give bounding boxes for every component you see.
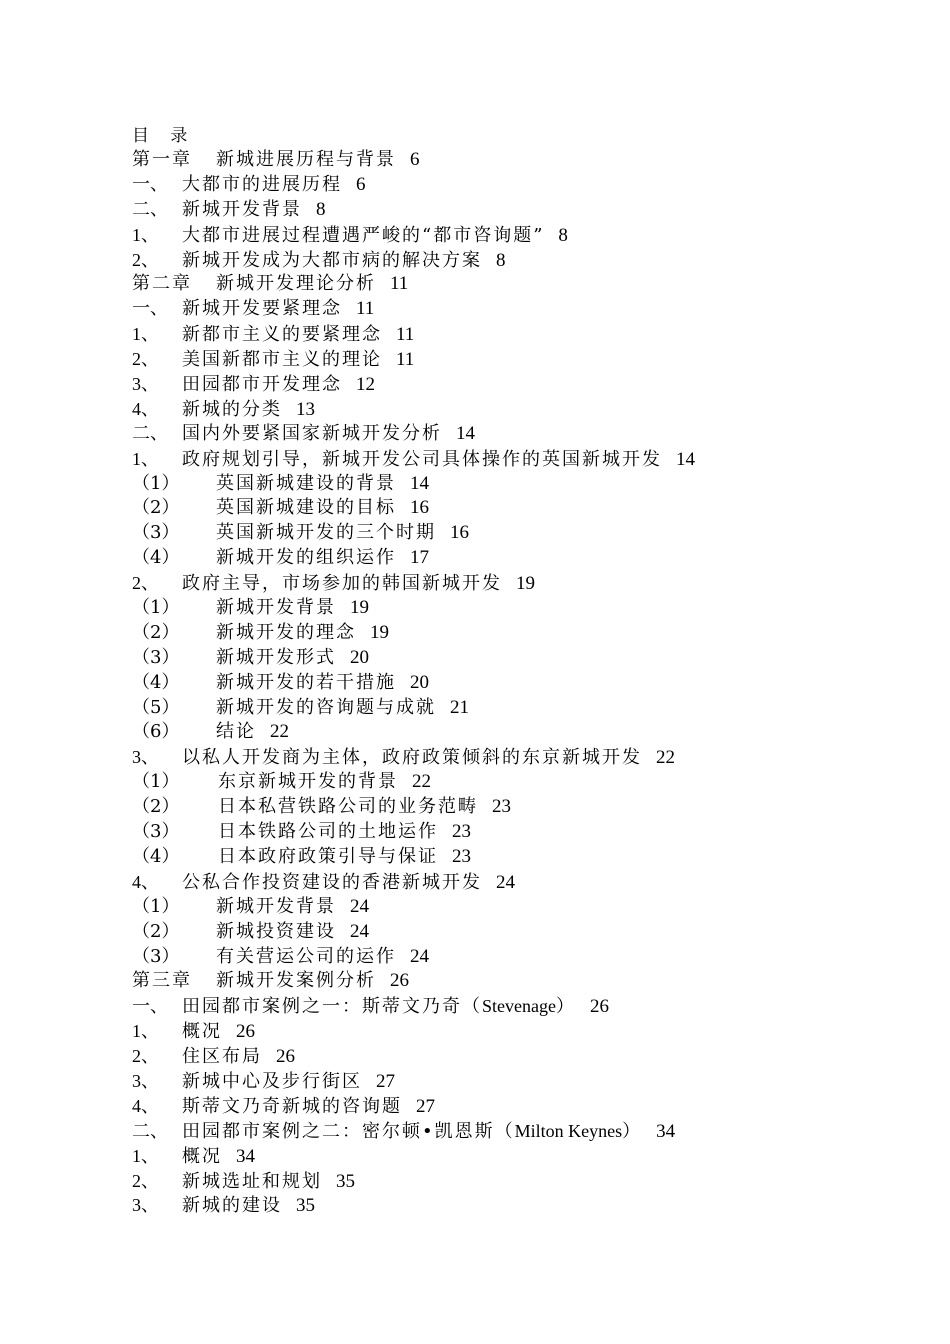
toc-entry-number: （3） xyxy=(132,945,180,967)
toc-entry-page-number: 19 xyxy=(370,621,389,643)
toc-entry-page-number: 6 xyxy=(356,173,366,195)
toc-entry-title: 新城开发背景 xyxy=(216,895,336,917)
toc-entry-number: 1、 xyxy=(132,1021,159,1042)
toc-entry-text xyxy=(182,373,342,398)
toc-entry[interactable] xyxy=(132,895,695,920)
toc-list xyxy=(132,148,695,1218)
toc-entry-number: 一、 xyxy=(132,173,168,195)
toc-entry-number: 4、 xyxy=(132,1095,159,1116)
toc-entry-text xyxy=(216,895,336,920)
toc-entry-page-number: 27 xyxy=(376,1070,395,1092)
toc-entry[interactable] xyxy=(132,720,695,745)
toc-entry-title: 概况 xyxy=(182,1145,222,1167)
toc-entry-title: 有关营运公司的运作 xyxy=(216,945,396,967)
toc-entry-page-number: 27 xyxy=(416,1095,435,1117)
toc-entry-number: 2、 xyxy=(132,1046,159,1067)
toc-entry[interactable] xyxy=(132,297,695,322)
toc-entry-number: 一、 xyxy=(132,996,168,1018)
toc-entry[interactable] xyxy=(132,546,695,571)
toc-entry-title: 美国新都市主义的理论 xyxy=(182,349,382,371)
toc-entry-title: 田园都市开发理念 xyxy=(182,374,342,396)
toc-entry[interactable] xyxy=(132,945,695,970)
toc-entry-text xyxy=(216,945,396,970)
toc-entry-number: 1、 xyxy=(132,324,159,345)
toc-entry-text xyxy=(216,496,396,521)
toc-entry-page-number: 14 xyxy=(676,448,695,470)
toc-entry[interactable] xyxy=(132,148,695,173)
toc-entry-title-tail: ） xyxy=(622,1120,643,1142)
toc-entry-number: 3、 xyxy=(132,1070,159,1091)
toc-entry-text xyxy=(216,472,396,497)
toc-entry-title: 政府规划引导，新城开发公司具体操作的英国新城开发 xyxy=(182,448,662,470)
toc-entry-page-number: 24 xyxy=(496,871,515,893)
toc-entry-text xyxy=(182,398,282,423)
toc-entry-number: 一、 xyxy=(132,298,168,320)
toc-entry[interactable] xyxy=(132,994,695,1019)
toc-entry[interactable] xyxy=(132,745,695,770)
toc-entry[interactable] xyxy=(132,571,695,596)
toc-entry-page-number: 35 xyxy=(336,1170,355,1192)
toc-entry[interactable] xyxy=(132,198,695,223)
toc-entry-text xyxy=(182,1020,222,1045)
toc-entry-title: 新城开发形式 xyxy=(216,646,336,668)
toc-entry-page-number: 19 xyxy=(350,597,369,619)
toc-entry-page-number: 8 xyxy=(496,249,506,271)
toc-entry-title: 结论 xyxy=(216,721,256,743)
toc-entry-number: （4） xyxy=(132,845,180,867)
toc-entry-page-number: 24 xyxy=(410,945,429,967)
toc-entry-text xyxy=(182,323,382,348)
toc-entry-number: 1、 xyxy=(132,1145,159,1166)
toc-entry-title: 新城开发的理念 xyxy=(216,621,356,643)
toc-entry-latin-name: Stevenage xyxy=(482,996,556,1017)
toc-entry-page-number: 12 xyxy=(356,374,375,396)
toc-entry-text xyxy=(216,621,356,646)
toc-entry[interactable] xyxy=(132,496,695,521)
toc-entry-page-number: 16 xyxy=(410,497,429,519)
toc-entry[interactable] xyxy=(132,1119,695,1144)
toc-entry-page-number: 35 xyxy=(296,1195,315,1217)
toc-entry-text xyxy=(182,1095,402,1120)
toc-entry-text xyxy=(216,596,336,621)
toc-entry-number: （1） xyxy=(132,895,180,917)
toc-entry[interactable] xyxy=(132,422,695,447)
toc-entry-title: 日本政府政策引导与保证 xyxy=(218,845,438,867)
toc-entry[interactable] xyxy=(132,1094,695,1119)
toc-entry-page-number: 11 xyxy=(356,298,375,320)
toc-entry-page-number: 23 xyxy=(452,821,471,843)
toc-entry[interactable] xyxy=(132,521,695,546)
toc-entry[interactable] xyxy=(132,920,695,945)
toc-entry-title: 政府主导，市场参加的韩国新城开发 xyxy=(182,573,502,595)
toc-entry-title: 新城开发的若干措施 xyxy=(216,671,396,693)
toc-entry-title: 新城的建设 xyxy=(182,1195,282,1217)
toc-entry-page-number: 26 xyxy=(589,996,609,1018)
toc-entry-text xyxy=(182,572,502,597)
toc-entry-title: 大都市进展过程遭遇严峻的“都市咨询题” xyxy=(182,224,545,246)
toc-entry-title: 英国新城开发的三个时期 xyxy=(216,522,436,544)
toc-entry-text xyxy=(182,348,382,373)
toc-entry-number: 第二章 xyxy=(132,273,192,295)
toc-entry-page-number: 24 xyxy=(350,920,369,942)
toc-entry-title: 新城开发案例分析 xyxy=(216,970,376,992)
toc-entry-text xyxy=(218,770,398,795)
toc-entry-text xyxy=(216,720,256,745)
toc-entry-text xyxy=(182,1194,282,1219)
toc-entry-text xyxy=(182,994,576,1020)
toc-entry[interactable] xyxy=(132,272,695,297)
toc-entry-text xyxy=(182,422,442,447)
toc-entry[interactable] xyxy=(132,173,695,198)
toc-entry-page-number: 22 xyxy=(656,747,675,769)
toc-entry[interactable] xyxy=(132,671,695,696)
toc-entry[interactable] xyxy=(132,770,695,795)
toc-entry-page-number: 34 xyxy=(236,1145,255,1167)
toc-entry-page-number: 26 xyxy=(276,1046,295,1068)
toc-entry-page-number: 34 xyxy=(656,1120,676,1142)
toc-entry[interactable] xyxy=(132,1069,695,1094)
toc-entry-title: 新城中心及步行街区 xyxy=(182,1070,362,1092)
toc-entry-title: 新城投资建设 xyxy=(216,920,336,942)
toc-entry[interactable] xyxy=(132,1169,695,1194)
toc-entry-title: 新城开发成为大都市病的解决方案 xyxy=(182,249,482,271)
toc-entry-number: 2、 xyxy=(132,573,159,594)
toc-entry[interactable] xyxy=(132,248,695,273)
toc-entry-number: （2） xyxy=(132,920,180,942)
toc-entry[interactable] xyxy=(132,795,695,820)
toc-entry-title: 国内外要紧国家新城开发分析 xyxy=(182,422,442,444)
toc-entry-number: （2） xyxy=(132,796,180,818)
toc-entry-text xyxy=(182,1070,362,1095)
toc-entry-text xyxy=(218,820,438,845)
toc-entry-text xyxy=(182,198,302,223)
toc-entry-title: 新城开发背景 xyxy=(216,597,336,619)
toc-entry-number: 第一章 xyxy=(132,149,192,170)
toc-entry-page-number: 14 xyxy=(456,422,475,444)
toc-entry[interactable] xyxy=(132,820,695,845)
toc-entry-text xyxy=(182,746,642,771)
toc-entry-title-tail: ） xyxy=(555,996,576,1018)
toc-entry-page-number: 14 xyxy=(410,472,429,494)
toc-entry[interactable] xyxy=(132,1193,695,1218)
toc-entry-page-number: 26 xyxy=(390,970,409,992)
toc-entry[interactable] xyxy=(132,322,695,347)
toc-entry-latin-name: Milton Keynes xyxy=(514,1120,623,1141)
toc-entry-title: 新城的分类 xyxy=(182,398,282,420)
toc-entry-text xyxy=(216,920,336,945)
toc-entry-title: 新城开发的组织运作 xyxy=(216,547,396,569)
toc-entry-text xyxy=(218,795,478,820)
toc-entry[interactable] xyxy=(132,696,695,721)
toc-entry[interactable] xyxy=(132,646,695,671)
toc-entry-number: 2、 xyxy=(132,249,159,270)
toc-entry-number: 二、 xyxy=(132,1120,168,1142)
toc-entry-page-number: 11 xyxy=(390,273,409,295)
toc-entry-page-number: 23 xyxy=(452,845,471,867)
toc-entry-page-number: 24 xyxy=(350,895,369,917)
toc-entry-number: 3、 xyxy=(132,1195,159,1216)
toc-entry-title: 新城开发理论分析 xyxy=(216,273,376,295)
toc-entry-title: 日本铁路公司的土地运作 xyxy=(218,821,438,843)
toc-entry-page-number: 20 xyxy=(410,671,429,693)
toc-entry[interactable] xyxy=(132,621,695,646)
toc-entry-page-number: 17 xyxy=(410,547,429,569)
toc-entry-page-number: 22 xyxy=(270,721,289,743)
toc-entry-number: （1） xyxy=(132,597,180,619)
toc-entry-text xyxy=(216,148,396,173)
toc-entry[interactable] xyxy=(132,870,695,895)
toc-entry-text xyxy=(216,969,376,994)
toc-entry[interactable] xyxy=(132,1044,695,1069)
toc-entry-title: 新城进展历程与背景 xyxy=(216,149,396,170)
toc-entry-number: （3） xyxy=(132,646,180,668)
toc-entry[interactable] xyxy=(132,372,695,397)
toc-entry-text xyxy=(216,546,396,571)
toc-entry-page-number: 20 xyxy=(350,646,369,668)
toc-entry-number: （4） xyxy=(132,547,180,569)
toc-entry-title: 公私合作投资建设的香港新城开发 xyxy=(182,871,482,893)
toc-entry-title: 新城开发的咨询题与成就 xyxy=(216,696,436,718)
toc-entry-text xyxy=(182,173,342,198)
toc-entry-text xyxy=(182,1170,322,1195)
toc-entry-number: 4、 xyxy=(132,398,159,419)
toc-entry-number: （2） xyxy=(132,621,180,643)
toc-entry-page-number: 22 xyxy=(412,771,431,793)
toc-entry-text xyxy=(182,1145,222,1170)
toc-entry-title: 东京新城开发的背景 xyxy=(218,771,398,793)
toc-entry-number: （5） xyxy=(132,696,180,718)
toc-entry-number: （2） xyxy=(132,497,180,519)
toc-entry-page-number: 16 xyxy=(450,522,469,544)
toc-entry-page-number: 6 xyxy=(410,149,420,170)
toc-entry-number: 4、 xyxy=(132,871,159,892)
toc-entry[interactable] xyxy=(132,596,695,621)
toc-entry-number: 第三章 xyxy=(132,970,192,992)
toc-entry-title: 英国新城建设的背景 xyxy=(216,472,396,494)
toc-entry-number: 1、 xyxy=(132,224,159,245)
toc-entry-number: 1、 xyxy=(132,448,159,469)
toc-entry-page-number: 11 xyxy=(396,349,415,371)
toc-entry-text xyxy=(182,871,482,896)
toc-title: 目 录 xyxy=(132,126,196,146)
toc-entry[interactable] xyxy=(132,472,695,497)
toc-entry-text xyxy=(182,1119,642,1145)
toc-entry-text xyxy=(182,249,482,274)
toc-entry-text xyxy=(218,845,438,870)
toc-entry-title: 新城选址和规划 xyxy=(182,1170,322,1192)
toc-entry-text xyxy=(216,646,336,671)
toc-entry-title: 新都市主义的要紧理念 xyxy=(182,324,382,346)
toc-entry[interactable] xyxy=(132,1019,695,1044)
toc-entry-number: （1） xyxy=(132,472,180,494)
toc-entry-text xyxy=(216,696,436,721)
toc-entry-title: 田园都市案例之二：密尔顿•凯恩斯（ xyxy=(182,1120,515,1142)
toc-entry[interactable] xyxy=(132,447,695,472)
toc-entry-number: （3） xyxy=(132,522,180,544)
toc-entry-page-number: 11 xyxy=(396,324,415,346)
toc-entry-page-number: 19 xyxy=(516,573,535,595)
toc-entry-page-number: 13 xyxy=(296,398,315,420)
toc-entry-page-number: 26 xyxy=(236,1021,255,1043)
toc-entry-title: 斯蒂文乃奇新城的咨询题 xyxy=(182,1095,402,1117)
toc-entry-number: （4） xyxy=(132,671,180,693)
toc-entry-title: 田园都市案例之一：斯蒂文乃奇（ xyxy=(182,996,482,1018)
toc-entry-title: 新城开发要紧理念 xyxy=(182,298,342,320)
toc-entry-text xyxy=(182,297,342,322)
toc-entry-text xyxy=(182,224,544,249)
toc-entry-title: 英国新城建设的目标 xyxy=(216,497,396,519)
toc-entry-number: 2、 xyxy=(132,349,159,370)
toc-entry-title: 日本私营铁路公司的业务范畴 xyxy=(218,796,478,818)
toc-entry-title: 住区布局 xyxy=(182,1046,262,1068)
toc-entry-page-number: 8 xyxy=(316,198,326,220)
toc-entry[interactable] xyxy=(132,347,695,372)
toc-entry[interactable] xyxy=(132,397,695,422)
toc-entry[interactable] xyxy=(132,1144,695,1169)
toc-entry-number: 2、 xyxy=(132,1170,159,1191)
toc-entry-title: 以私人开发商为主体，政府政策倾斜的东京新城开发 xyxy=(182,747,642,769)
toc-entry-number: （1） xyxy=(132,771,180,793)
toc-entry-text xyxy=(216,272,376,297)
toc-entry-page-number: 8 xyxy=(558,224,568,246)
toc-entry-title: 概况 xyxy=(182,1021,222,1043)
toc-entry-number: 3、 xyxy=(132,747,159,768)
toc-entry-page-number: 21 xyxy=(450,696,469,718)
toc-entry[interactable] xyxy=(132,223,695,248)
toc-entry-text xyxy=(182,1045,262,1070)
toc-entry-text xyxy=(182,448,662,473)
toc-entry-number: （6） xyxy=(132,721,180,743)
toc-entry-number: （3） xyxy=(132,821,180,843)
toc-entry-number: 二、 xyxy=(132,198,168,220)
toc-entry-title: 新城开发背景 xyxy=(182,198,302,220)
toc-entry-number: 二、 xyxy=(132,422,168,444)
toc-entry-number: 3、 xyxy=(132,374,159,395)
toc-entry-page-number: 23 xyxy=(492,796,511,818)
toc-entry[interactable] xyxy=(132,845,695,870)
toc-entry-text xyxy=(216,521,436,546)
toc-entry-text xyxy=(216,671,396,696)
toc-entry-title: 大都市的进展历程 xyxy=(182,173,342,195)
toc-entry[interactable] xyxy=(132,969,695,994)
